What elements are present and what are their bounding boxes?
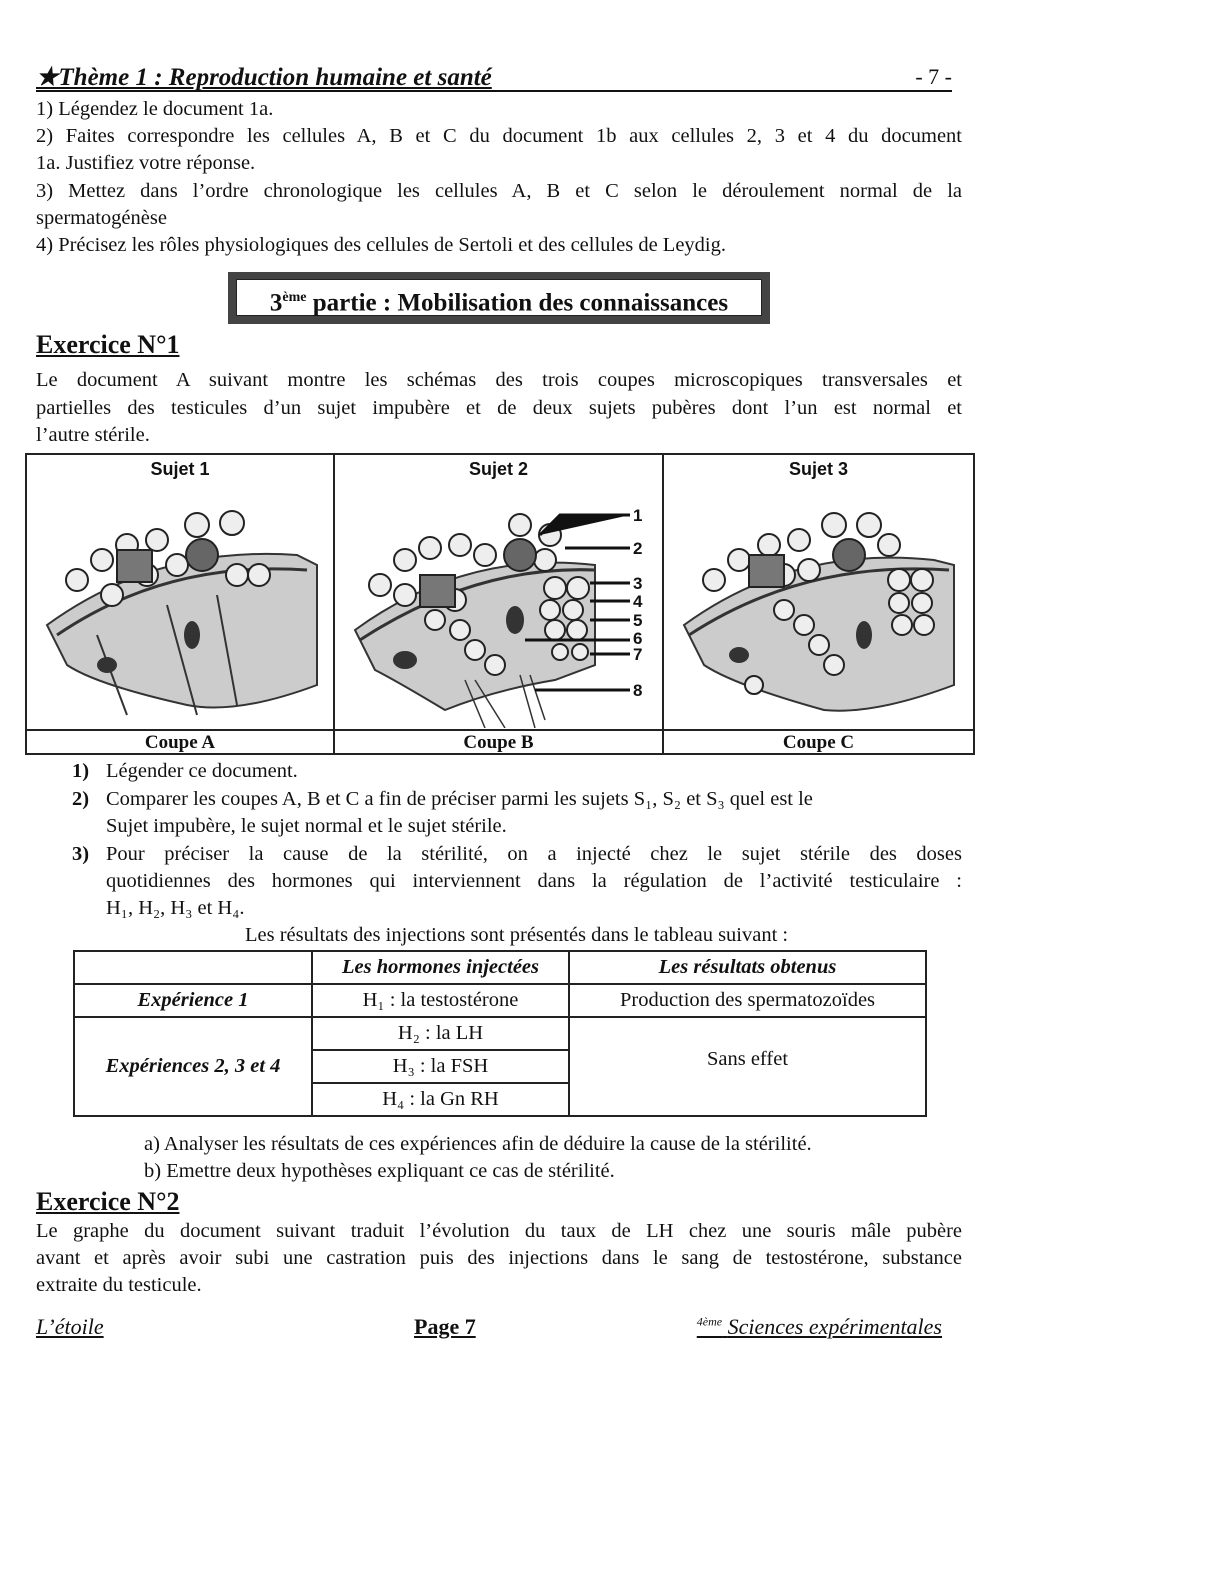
table-cell: Expériences 2, 3 et 4 [74,1017,312,1116]
panel-sujet-1 [27,455,335,729]
question-text: 4) Précisez les rôles physiologiques des cellules de Sertoli et des cellules de Leydig. [36,234,726,256]
table-cell: Sans effet [569,1017,926,1116]
exercise-2-text: avant et après avoir subi une castration puis des injections dans le sang de testostérone, substance [36,1247,962,1269]
label-4: 4 [633,592,643,611]
tubule-drawing-a [37,485,327,725]
document-a-figure [25,453,975,755]
caption-coupe-c: Coupe C [664,729,973,753]
subquestion-a: a) Analyser les résultats de ces expériences afin de déduire la cause de la stérilité. [144,1133,812,1155]
label-1: 1 [633,506,643,525]
part-number: 3 [269,289,283,317]
table-header-results: Les résultats obtenus [569,951,926,984]
exercise-2-title: Exercice N°2 [36,1187,180,1216]
footer-right: Sciences expérimentales [727,1314,942,1339]
panel-sujet-3 [664,455,973,729]
intro-text: l’autre stérile. [36,424,150,446]
question-text: 1) Légendez le document 1a. [36,98,274,120]
question-text: Sujet impubère, le sujet normal et le sujet stérile. [106,815,507,837]
question-text: spermatogénèse [36,207,167,229]
table-cell: Expérience 1 [74,984,312,1017]
page-header [36,62,952,92]
panel-sujet-2 [335,455,664,729]
table-header-empty [74,951,312,984]
page-number: - 7 - [915,64,952,89]
hormone-results-table [73,950,927,1117]
exercise-2-text: extraite du testicule. [36,1274,202,1296]
label-3: 3 [633,574,643,593]
caption-coupe-b: Coupe B [335,729,664,753]
subject-label: Sujet 3 [788,459,849,479]
label-5: 5 [633,611,643,630]
table-cell: Production des spermatozoïdes [569,984,926,1017]
intro-text: partielles des testicules d’un sujet impubère et de deux sujets pubères dont l’un est normal et [36,397,962,419]
intro-text: Le document A suivant montre les schémas des trois coupes microscopiques transversales et [36,369,962,391]
table-cell: H₁ : la testostérone [312,984,569,1017]
question-number: 1) [72,760,90,782]
exercise-2-text: Le graphe du document suivant traduit l’évolution du taux de LH chez une souris mâle pubère [36,1220,962,1242]
label-8: 8 [633,681,643,700]
table-header-hormones: Les hormones injectées [312,951,569,984]
footer-left: L’étoile [36,1314,104,1339]
part-label: partie : Mobilisation des connaissances [312,289,729,317]
footer-page: Page 7 [414,1314,476,1339]
theme-title: ★Thème 1 : Reproduction humaine et santé [36,64,492,91]
part-sup: ème [282,290,307,305]
table-intro: Les résultats des injections sont présentés dans le tableau suivant : [245,924,789,946]
table-cell: H₄ : la Gn RH [312,1083,569,1116]
label-2: 2 [633,539,643,558]
question-text: Légender ce document. [106,760,298,782]
question-text: quotidiennes des hormones qui interviennent dans la régulation de l’activité testiculaire : [106,870,962,892]
footer-sup: 4ème [696,1314,723,1329]
question-text: Comparer les coupes A, B et C a fin de préciser parmi les sujets S₁, S₂ et S₃ quel est le [106,788,813,810]
subject-label: Sujet 2 [468,459,529,479]
caption-coupe-a: Coupe A [27,729,335,753]
label-7: 7 [633,645,643,664]
question-number: 2) [72,788,90,810]
table-cell: H₃ : la FSH [312,1050,569,1083]
question-text: 1a. Justifiez votre réponse. [36,152,256,174]
part-banner [228,272,770,324]
tubule-drawing-b [345,480,660,728]
exercise-1-title: Exercice N°1 [36,330,180,359]
label-6: 6 [633,629,643,648]
question-text: 3) Mettez dans l’ordre chronologique les cellules A, B et C selon le déroulement normal de la [36,180,962,202]
subject-label: Sujet 1 [150,459,210,479]
subquestion-b: b) Emettre deux hypothèses expliquant ce cas de stérilité. [144,1160,615,1182]
question-text: 2) Faites correspondre les cellules A, B et C du document 1b aux cellules 2, 3 et 4 du document [36,125,962,147]
question-text: Pour préciser la cause de la stérilité, on a injecté chez le sujet stérile des doses [106,843,962,865]
page-footer [36,1314,942,1342]
table-cell: H₂ : la LH [312,1017,569,1050]
tubule-drawing-c [674,485,969,725]
question-number: 3) [72,843,90,865]
question-text: H₁, H₂, H₃ et H₄. [106,897,245,919]
